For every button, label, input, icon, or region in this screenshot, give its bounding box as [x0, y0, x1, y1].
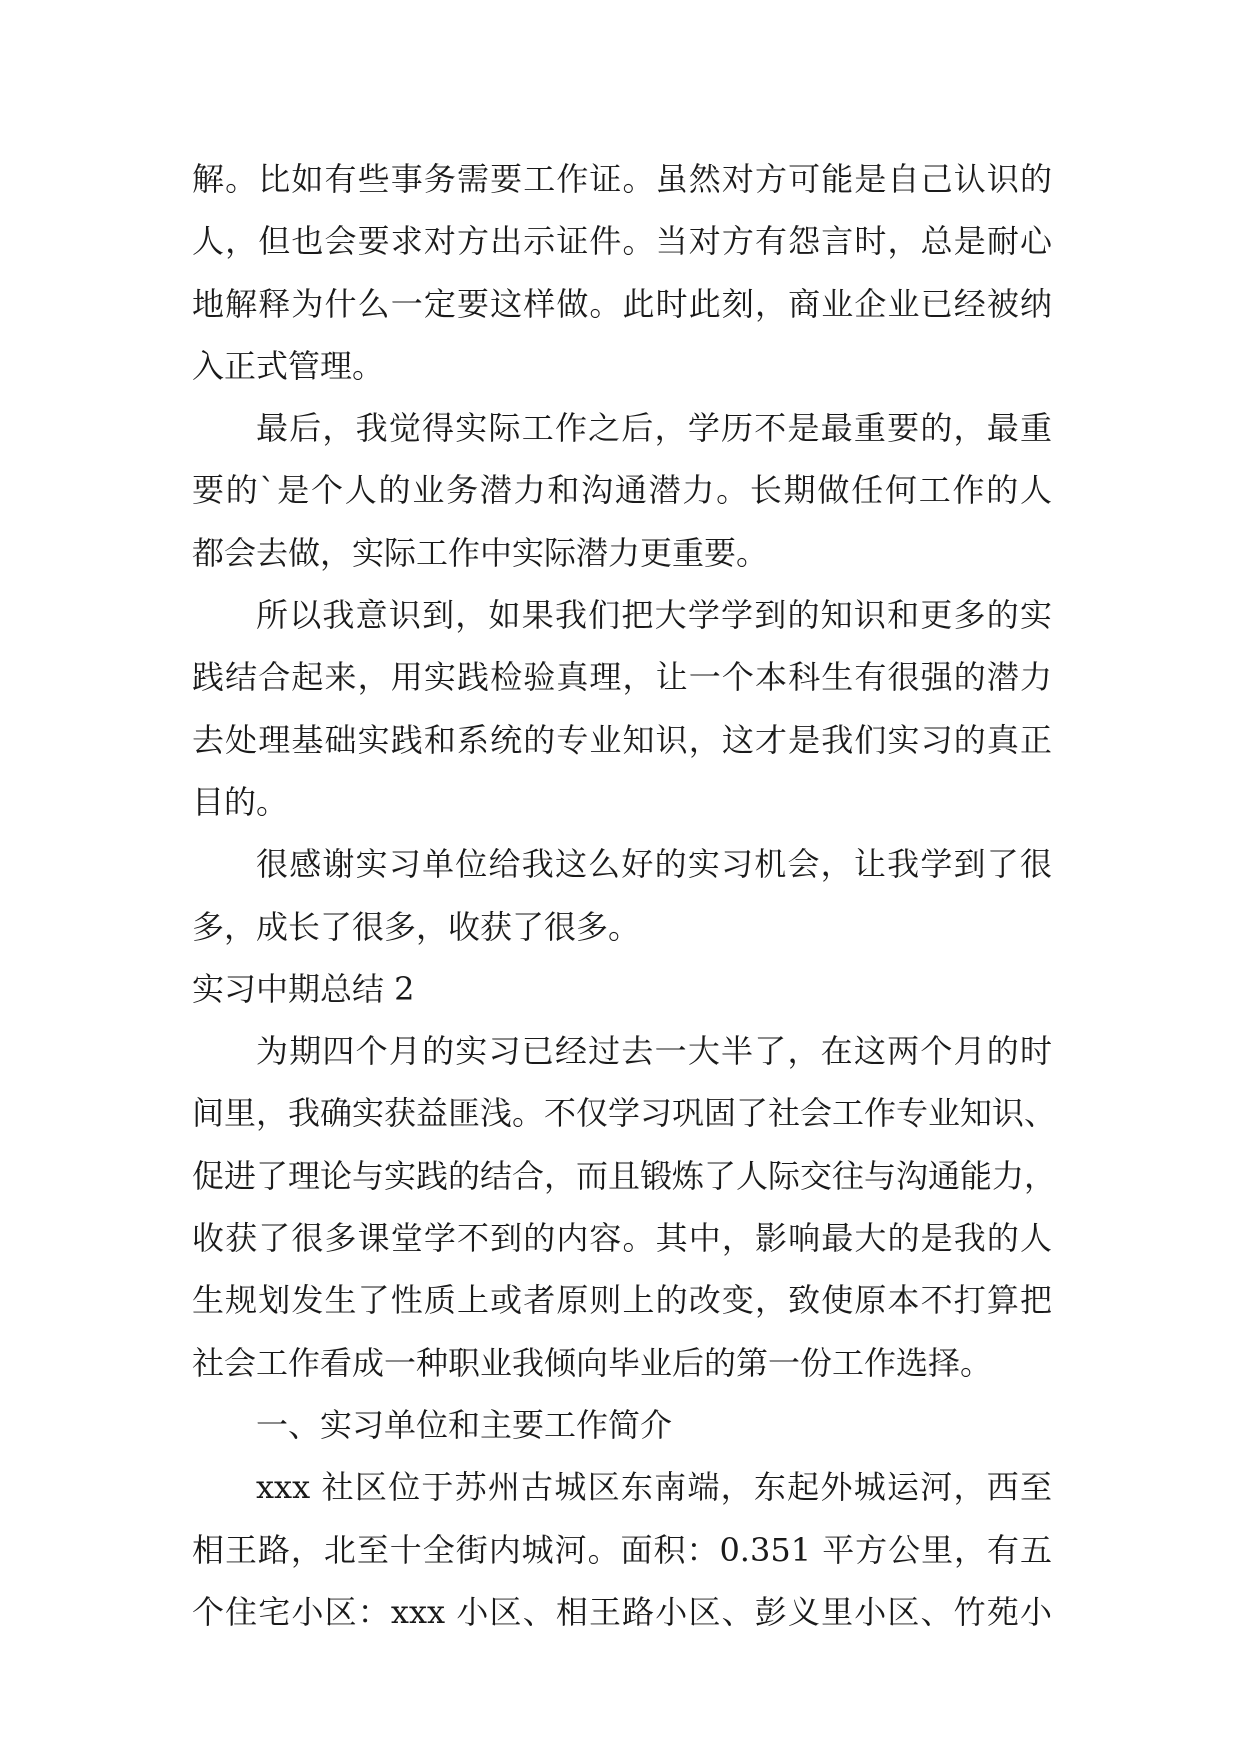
text-line: 最后，我觉得实际工作之后，学历不是最重要的，最重: [256, 409, 1052, 448]
text-line: 相王路，北至十全街内城河。面积：0.351 平方公里，有五: [192, 1530, 1052, 1569]
text-line: xxx 社区位于苏州古城区东南端，东起外城运河，西至: [256, 1468, 1052, 1507]
text-line: 践结合起来，用实践检验真理，让一个本科生有很强的潜力: [192, 658, 1052, 697]
text-line: 要的`是个人的业务潜力和沟通潜力。长期做任何工作的人: [192, 471, 1052, 510]
document-body: [192, 148, 1057, 1643]
text-line: 地解释为什么一定要这样做。此时此刻，商业企业已经被纳: [192, 284, 1052, 323]
text-line: 所以我意识到，如果我们把大学学到的知识和更多的实: [256, 596, 1052, 635]
text-line: 人，但也会要求对方出示证件。当对方有怨言时，总是耐心: [192, 222, 1052, 261]
text-line: 解。比如有些事务需要工作证。虽然对方可能是自己认识的: [192, 160, 1052, 198]
text-line: 促进了理论与实践的结合，而且锻炼了人际交往与沟通能力，: [192, 1156, 1057, 1195]
text-line: 目的。: [192, 782, 289, 821]
text-line: 去处理基础实践和系统的专业知识，这才是我们实习的真正: [192, 720, 1052, 759]
text-line: 多，成长了很多，收获了很多。: [192, 907, 641, 946]
text-line: 社会工作看成一种职业我倾向毕业后的第一份工作选择。: [192, 1343, 993, 1382]
text-line: 生规划发生了性质上或者原则上的改变，致使原本不打算把: [192, 1281, 1052, 1320]
text-line: 个住宅小区：xxx 小区、相王路小区、彭义里小区、竹苑小: [192, 1592, 1052, 1631]
section-heading: 实习中期总结 2: [192, 969, 415, 1008]
text-line: 为期四个月的实习已经过去一大半了，在这两个月的时: [256, 1032, 1052, 1071]
text-line: 很感谢实习单位给我这么好的实习机会，让我学到了很: [256, 845, 1052, 884]
text-line: 都会去做，实际工作中实际潜力更重要。: [192, 533, 769, 572]
text-line: 间里，我确实获益匪浅。不仅学习巩固了社会工作专业知识、: [192, 1094, 1057, 1133]
subsection-heading: 一、实习单位和主要工作简介: [256, 1405, 673, 1444]
text-line: 收获了很多课堂学不到的内容。其中，影响最大的是我的人: [192, 1219, 1052, 1258]
text-line: 入正式管理。: [192, 346, 385, 385]
